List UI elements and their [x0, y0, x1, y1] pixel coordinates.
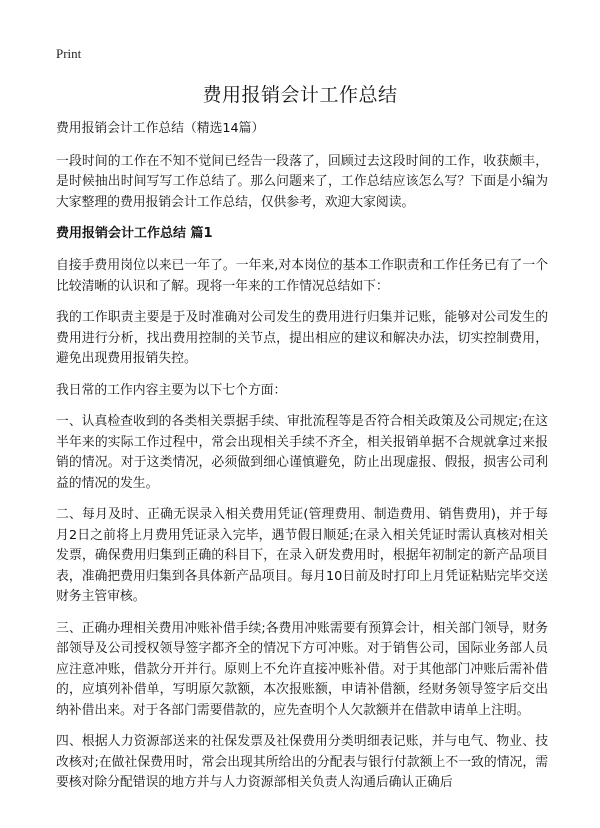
body-paragraph: 自接手费用岗位以来已一年了。一年来,对本岗位的基本工作职责和工作任务已有了一个比较清晰的认识和了解。现将一年来的工作情况总结如下：	[56, 258, 548, 294]
document-body	[56, 119, 548, 805]
intro-paragraph: 一段时间的工作在不知不觉间已经告一段落了，回顾过去这段时间的工作，收获颇丰，是时候抽出时间写写工作总结了。那么问题来了，工作总结应该怎么写？下面是小编为大家整理的费用报销会计工作总结，仅供参考，欢迎大家阅读。	[56, 153, 548, 210]
body-paragraph: 四、根据人力资源部送来的社保发票及社保费用分类明细表记账，并与电气、物业、技改核对;在做社保费用时，常会出现其所给出的分配表与银行付款额上不一致的情况，需要核对除分配错误的地方并与人力资源部相关负责人沟通后确认正确后	[56, 734, 548, 790]
body-paragraph: 二、每月及时、正确无误录入相关费用凭证(管理费用、制造费用、销售费用)，并于每月2日之前将上月费用凭证录入完毕，遇节假日顺延;在录入相关凭证时需认真核对相关发票，确保费用归集到正确的科目下，在录入研发费用时，根据年初制定的新产品项目表，准确把费用归集到各具体新产品项目。每月10日前及时打印上月凭证粘贴完毕交送财务主管审核。	[56, 507, 548, 604]
body-paragraph: 我日常的工作内容主要为以下七个方面：	[56, 382, 287, 398]
print-link[interactable]: Print	[56, 46, 82, 61]
document-subtitle: 费用报销会计工作总结（精选14篇）	[56, 121, 265, 136]
body-paragraph: 我的工作职责主要是于及时准确对公司发生的费用进行归集并记账，能够对公司发生的费用进行分析，找出费用控制的关节点，提出相应的建议和解决办法，切实控制费用，避免出现费用报销失控。	[56, 310, 548, 366]
body-paragraph: 一、认真检查收到的各类相关票据手续、审批流程等是否符合相关政策及公司规定;在这半年来的实际工作过程中，常会出现相关手续不齐全，相关报销单据不合规就拿过来报销的情况。对于这类情况，必须做到细心谨慎避免，防止出现虚报、假报，损害公司利益的情况的发生。	[56, 414, 548, 491]
body-paragraph: 三、正确办理相关费用冲账补借手续;各费用冲账需要有预算会计，相关部门领导，财务部领导及公司授权领导签字都齐全的情况下方可冲账。对于销售公司，国际业务部人员应注意冲账，借款分开并行。原则上不允许直接冲账补借。对于其他部门冲账后需补借的，应填列补借单，写明原欠款额，本次报账额，申请补借额，经财务领导签字后交出纳补借出来。对于各部门需要借款的，应先查明个人欠款额并在借款申请单上注明。	[56, 620, 548, 718]
document-title: 费用报销会计工作总结	[202, 84, 398, 106]
section-heading: 费用报销会计工作总结 篇1	[56, 226, 213, 241]
